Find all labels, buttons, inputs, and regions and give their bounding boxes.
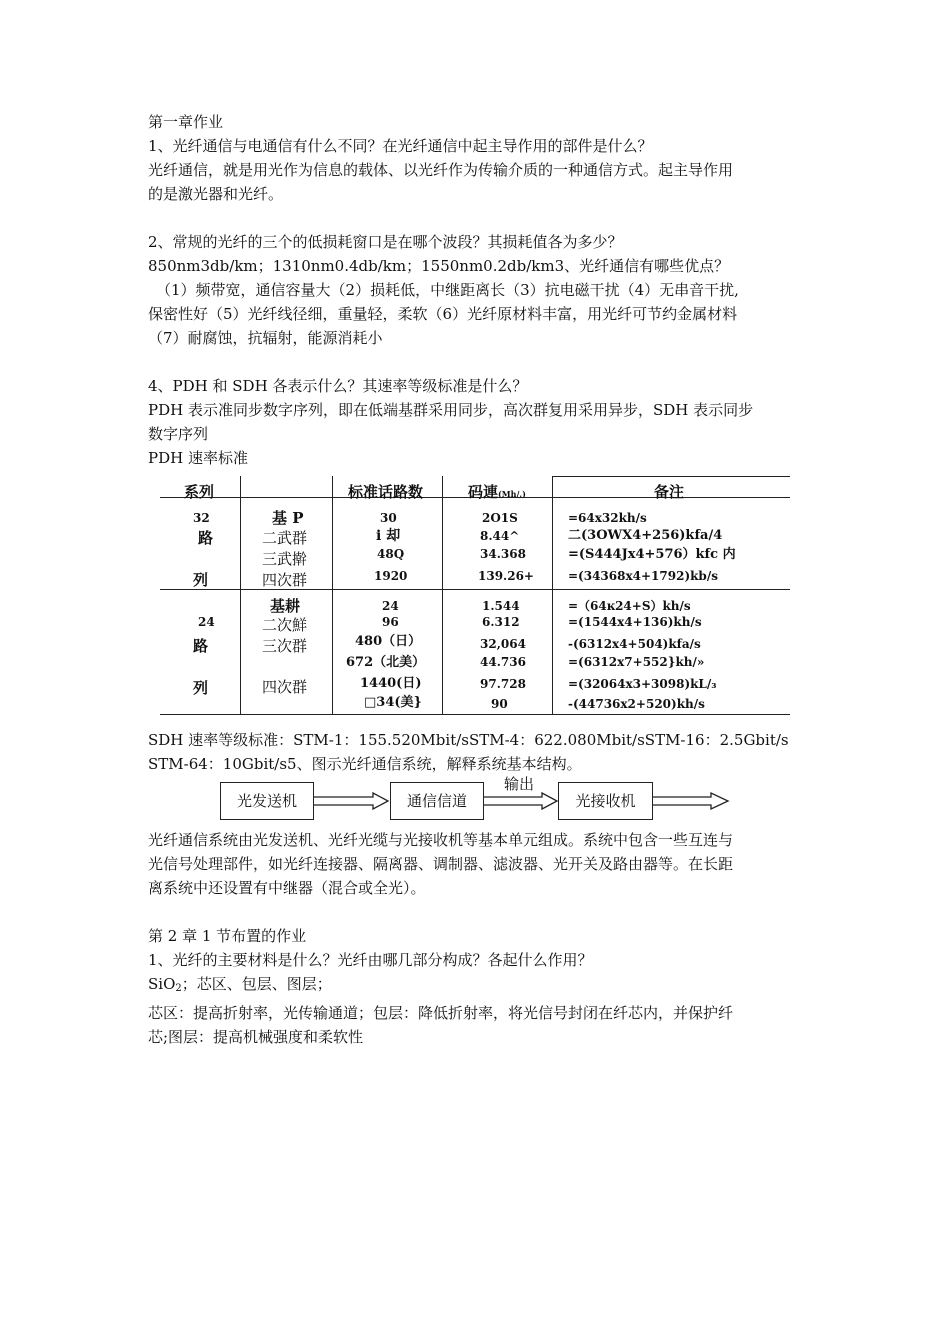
g24-channels-4: 672（北美） [346, 655, 426, 670]
g32-level-1: 基 P [272, 509, 304, 527]
g32-level-4: 四次群 [262, 571, 308, 589]
g24-channels-1: 24 [382, 599, 399, 613]
receiver-box: 光接收机 [558, 782, 653, 820]
system-desc-line3: 离系统中还设置有中继器（混合或全光）。 [148, 879, 426, 897]
header-rate-text: 码連 [468, 483, 499, 501]
g32-note-4: =(34368x4+1792)kb/s [568, 569, 718, 583]
pdh-rate-table [160, 476, 790, 726]
header-rate [468, 480, 526, 506]
system-diagram [148, 775, 800, 828]
answer-6-line2: 芯;图层：提高机械强度和柔软性 [148, 1028, 364, 1046]
g32-rate-4: 139.26+ [478, 569, 534, 583]
answer-3-line1: （1）频带宽，通信容量大（2）损耗低，中继距离长（3）抗电磁干扰（4）无串音干扰, [156, 281, 739, 299]
output-label: 输出 [504, 775, 535, 793]
answer-5-pre: SiO [148, 975, 176, 993]
g32-level-2: 二武群 [262, 529, 308, 547]
g32-note-2: 二(3OWX4+256)kfa/4 [568, 528, 723, 543]
g24-note-6: -(44736x2+520)kh/s [568, 697, 705, 711]
table-bottom-rule [160, 714, 790, 715]
g32-level-3: 三武擀 [262, 550, 308, 568]
answer-1-line2: 的是激光器和光纤。 [148, 185, 284, 203]
answer-5-sub: 2 [175, 983, 182, 994]
g24-channels-2: 96 [382, 615, 399, 629]
g32-note-3: =(S444Jx4+576）kfc 内 [568, 547, 736, 562]
answer-4-line1: PDH 表示准同步数字序列，即在低端基群采用同步，高次群复用采用异步，SDH 表示同步 [148, 401, 754, 419]
chapter1-title: 第一章作业 [148, 113, 224, 131]
chapter2-title: 第 2 章 1 节布置的作业 [148, 927, 307, 945]
answer-3-line2: 保密性好（5）光纤线径细，重量轻，柔软（6）光纤原材料丰富，用光纤可节约金属材料 [148, 305, 738, 323]
g24-channels-3: 480（日） [355, 634, 422, 649]
question-4: 4、PDH 和 SDH 各表示什么？其速率等级标准是什么？ [148, 377, 528, 395]
question-1: 1、光纤通信与电通信有什么不同？在光纤通信中起主导作用的部件是什么？ [148, 137, 653, 155]
g24-note-2: =(1544x4+136)kh/s [568, 615, 702, 629]
channel-box: 通信信道 [390, 782, 484, 820]
g32-channels-2: i 却 [376, 528, 401, 544]
question-5: 1、光纤的主要材料是什么？光纤由哪几部分构成？各起什么作用？ [148, 951, 593, 969]
table-mid-rule [160, 589, 790, 590]
diagram-arrows [148, 780, 800, 828]
transmitter-box: 光发送机 [220, 782, 314, 820]
g24-note-3: -(6312x4+504)kfa/s [568, 637, 701, 651]
table-vline-4 [552, 476, 553, 714]
g32-note-1: =64x32kh/s [568, 511, 647, 525]
g24-note-4: =(6312x7+552}kh/» [568, 655, 705, 669]
header-series: 系列 [184, 483, 215, 501]
arrow-2-icon [484, 793, 557, 809]
pdh-rate-label: PDH 速率标准 [148, 449, 248, 467]
g24-level-2: 二次鮮 [262, 616, 308, 634]
document-body [148, 110, 800, 1049]
table-vline-2 [332, 476, 333, 714]
answer-2: 850nm3db/km；1310nm0.4db/km；1550nm0.2db/km3、光纤通信有哪些优点？ [148, 257, 730, 275]
answer-3-line3: （7）耐腐蚀，抗辐射，能源消耗小 [148, 329, 383, 347]
g24-note-5: =(32064x3+3098)kL/₃ [568, 677, 717, 691]
g32-rate-2: 8.44^ [480, 529, 520, 543]
arrow-1-icon [314, 793, 388, 809]
g32-rate-3: 34.368 [480, 547, 526, 561]
answer-5-post: ；芯区、包层、图层； [181, 975, 332, 993]
g24-level-3: 三次群 [262, 637, 308, 655]
g24-channels-5: 1440(日) [360, 676, 422, 691]
sdh-standard-line1: SDH 速率等级标准：STM-1：155.520Mbit/sSTM-4：622.080Mbit/sSTM-16：2.5Gbit/s [148, 731, 789, 749]
g32-rate-1: 2O1S [482, 511, 518, 525]
answer-6-line1: 芯区：提高折射率，光传输通道；包层：降低折射率，将光信号封闭在纤芯内，并保护纤 [148, 1004, 734, 1022]
g24-rate-2: 6.312 [482, 615, 520, 629]
g24-series-bot: 列 [193, 679, 209, 697]
g32-series-top: 32 [193, 511, 210, 525]
g32-channels-3: 48Q [377, 547, 405, 561]
g24-note-1: =（64ĸ24+S）kh/s [568, 599, 691, 613]
sdh-standard-line2: STM-64：10Gbit/s5、图示光纤通信系统，解释系统基本结构。 [148, 755, 582, 773]
table-top-rule-right [552, 476, 790, 477]
g24-rate-3: 32,064 [480, 637, 526, 651]
header-note: 备注 [654, 483, 685, 501]
g24-series-mid: 路 [193, 637, 209, 655]
g24-series-top: 24 [198, 615, 215, 629]
system-desc-line1: 光纤通信系统由光发送机、光纤光缆与光接收机等基本单元组成。系统中包含一些互连与 [148, 831, 734, 849]
g32-channels-4: 1920 [374, 569, 408, 583]
table-vline-3 [442, 476, 443, 714]
arrow-3-icon [653, 793, 728, 809]
g24-level-4: 四次群 [262, 678, 308, 696]
g32-series-mid: 路 [198, 529, 214, 547]
g32-series-bot: 列 [193, 571, 209, 589]
g24-channels-6: □34(美} [364, 695, 422, 710]
answer-5 [148, 972, 800, 1001]
answer-4-line2: 数字序列 [148, 425, 209, 443]
table-vline-1 [240, 476, 241, 714]
g24-level-1: 基耕 [270, 597, 301, 615]
system-desc-line2: 光信号处理部件，如光纤连接器、隔离器、调制器、滤波器、光开关及路由器等。在长距 [148, 855, 734, 873]
question-2: 2、常规的光纤的三个的低损耗窗口是在哪个波段？其损耗值各为多少？ [148, 233, 623, 251]
g32-channels-1: 30 [380, 511, 397, 525]
header-rate-unit: (Mh/,) [498, 489, 526, 499]
g24-rate-5: 97.728 [480, 677, 526, 691]
answer-1-line1: 光纤通信，就是用光作为信息的载体、以光纤作为传输介质的一种通信方式。起主导作用 [148, 161, 734, 179]
g24-rate-1: 1.544 [482, 599, 520, 613]
g24-rate-6: 90 [491, 697, 508, 711]
header-channels: 标准话路数 [348, 483, 424, 501]
g24-rate-4: 44.736 [480, 655, 526, 669]
